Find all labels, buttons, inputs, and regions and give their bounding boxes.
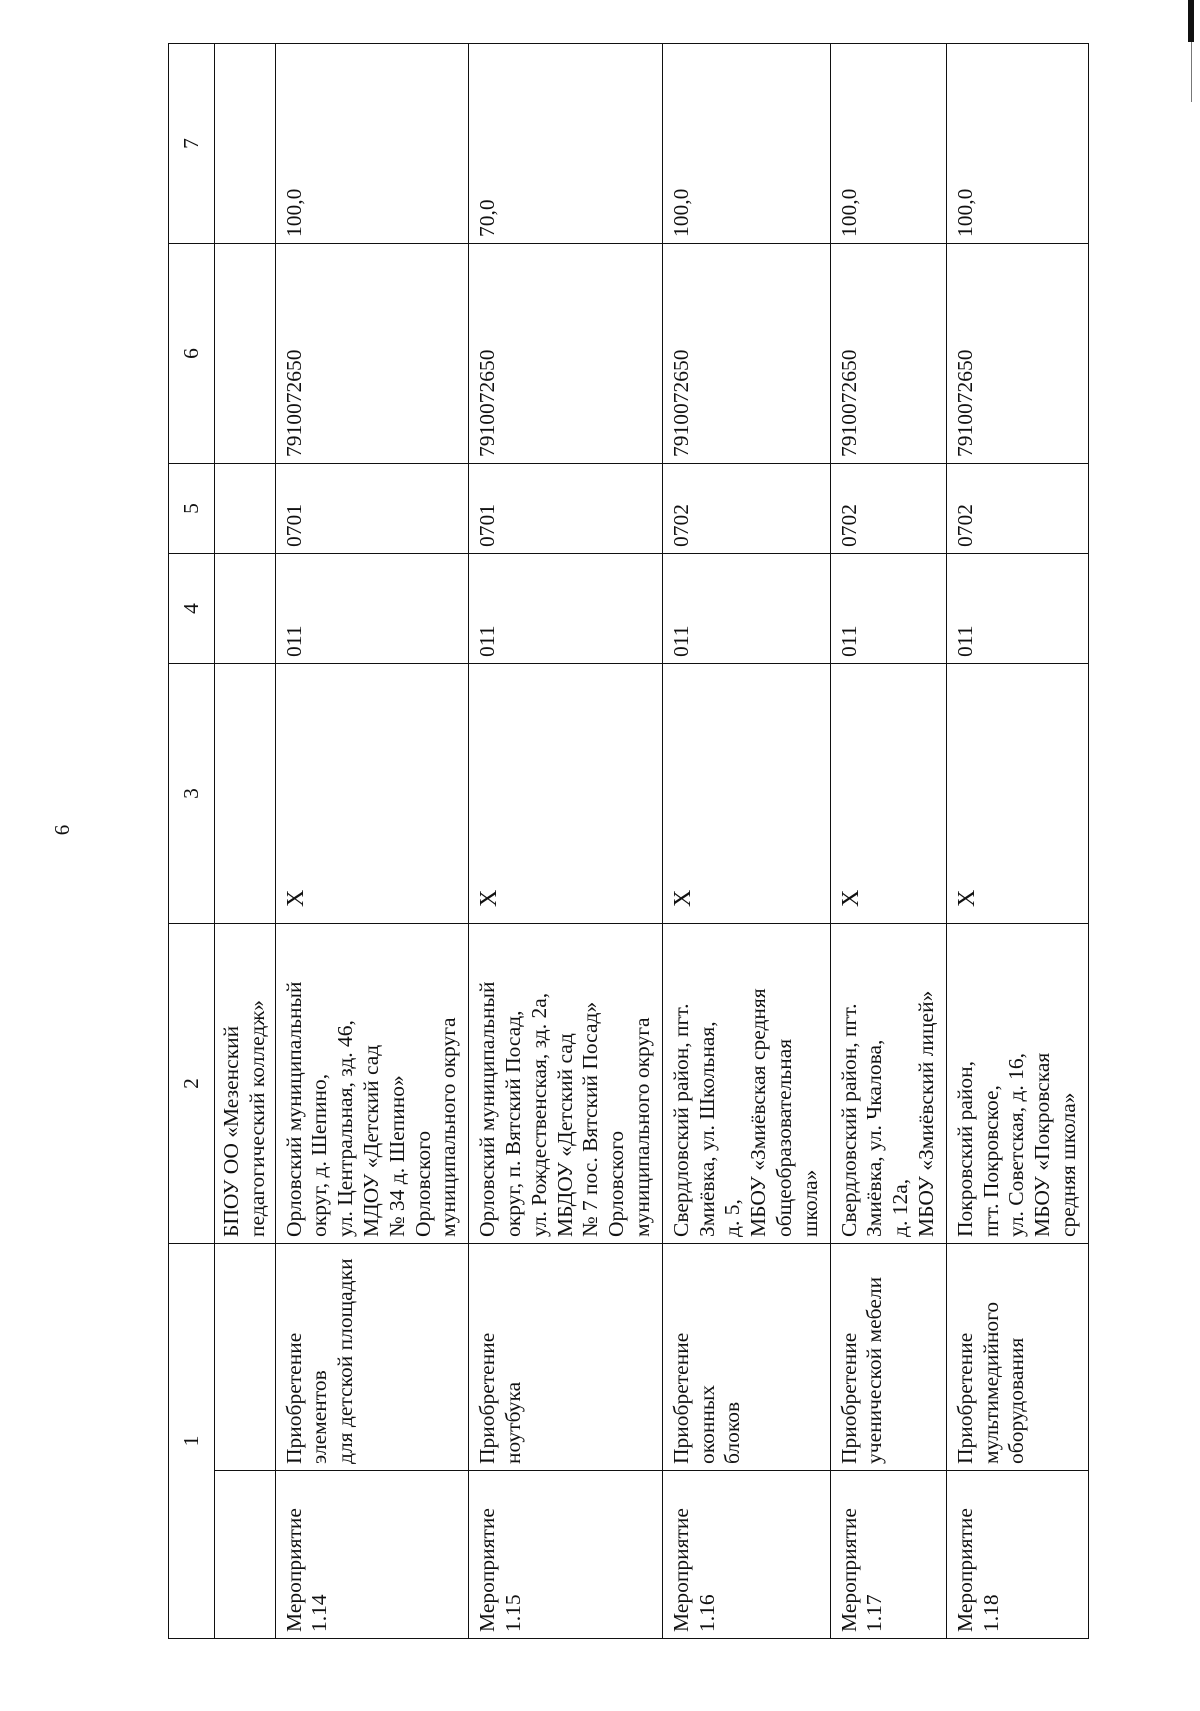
cell-col-3: Х (946, 664, 1088, 924)
cell-col-4: 011 (662, 554, 830, 664)
recipient-address: Орловский муниципальный округ, п. Вятский Посад, ул. Рождественская, зд. 2а, МБДОУ «Детский сад № 7 пос. Вятский Посад» Орловского муниципального округа (469, 924, 663, 1244)
cell-empty (215, 464, 276, 554)
scan-edge-mark (1188, 0, 1194, 42)
cell-empty (215, 664, 276, 924)
continuation-recipient: БПОУ ОО «Мезенский педагогический колледж» (215, 924, 276, 1244)
cell-col-4: 011 (275, 554, 469, 664)
measure-name: Приобретение ноутбука (469, 1244, 663, 1471)
measure-number: Мероприятие 1.18 (946, 1471, 1088, 1639)
table-row-1-17 (830, 44, 946, 1639)
cell-col-5: 0702 (830, 464, 946, 554)
cell-col-7: 100,0 (946, 44, 1088, 244)
cell-col-7: 100,0 (662, 44, 830, 244)
cell-col-5: 0701 (469, 464, 663, 554)
cell-col-7: 100,0 (275, 44, 469, 244)
table-row-1-15 (469, 44, 663, 1639)
cell-empty (215, 554, 276, 664)
column-header-5: 5 (169, 464, 215, 554)
cell-col-5: 0702 (946, 464, 1088, 554)
column-header-1: 1 (169, 1244, 215, 1639)
column-header-2: 2 (169, 924, 215, 1244)
recipient-address: Покровский район, пгт. Покровское, ул. Советская, д. 16, МБОУ «Покровская средняя школа» (946, 924, 1088, 1244)
table-row-1-16 (662, 44, 830, 1639)
measure-name: Приобретение мультимедийного оборудования (946, 1244, 1088, 1471)
cell-col-6: 7910072650 (662, 244, 830, 464)
cell-col-5: 0701 (275, 464, 469, 554)
cell-col-4: 011 (946, 554, 1088, 664)
rotated-table-wrapper (168, 44, 1080, 1639)
budget-measures-table (168, 43, 1089, 1639)
cell-col-5: 0702 (662, 464, 830, 554)
cell-col-6: 7910072650 (275, 244, 469, 464)
cell-col-3: Х (275, 664, 469, 924)
cell-col-3: Х (469, 664, 663, 924)
cell-empty (215, 1471, 276, 1639)
measure-name: Приобретение ученической мебели (830, 1244, 946, 1471)
recipient-address: Свердловский район, пгт. Змиёвка, ул. Школьная, д. 5, МБОУ «Змиёвская средняя общеобразовательная школа» (662, 924, 830, 1244)
measure-name: Приобретение элементов для детской площадки (275, 1244, 469, 1471)
recipient-address: Орловский муниципальный округ, д. Шепино, ул. Центральная, зд. 46, МДОУ «Детский сад № 34 д. Шепино» Орловского муниципального округа (275, 924, 469, 1244)
cell-empty (215, 44, 276, 244)
measure-name: Приобретение оконных блоков (662, 1244, 830, 1471)
column-header-4: 4 (169, 554, 215, 664)
measure-number: Мероприятие 1.15 (469, 1471, 663, 1639)
column-header-6: 6 (169, 244, 215, 464)
continuation-row (215, 44, 276, 1639)
measure-number: Мероприятие 1.17 (830, 1471, 946, 1639)
cell-col-6: 7910072650 (830, 244, 946, 464)
measure-number: Мероприятие 1.14 (275, 1471, 469, 1639)
page-number: 6 (50, 824, 74, 836)
column-number-row (169, 44, 215, 1639)
cell-col-7: 100,0 (830, 44, 946, 244)
cell-col-3: Х (662, 664, 830, 924)
cell-col-6: 7910072650 (946, 244, 1088, 464)
column-header-3: 3 (169, 664, 215, 924)
cell-empty (215, 244, 276, 464)
measure-number: Мероприятие 1.16 (662, 1471, 830, 1639)
scan-edge-line (1191, 42, 1192, 102)
cell-col-4: 011 (830, 554, 946, 664)
table-row-1-14 (275, 44, 469, 1639)
cell-col-7: 70,0 (469, 44, 663, 244)
cell-col-4: 011 (469, 554, 663, 664)
column-header-7: 7 (169, 44, 215, 244)
recipient-address: Свердловский район, пгт. Змиёвка, ул. Чкалова, д. 12а, МБОУ «Змиёвский лицей» (830, 924, 946, 1244)
table-row-1-18 (946, 44, 1088, 1639)
cell-empty (215, 1244, 276, 1471)
cell-col-3: Х (830, 664, 946, 924)
cell-col-6: 7910072650 (469, 244, 663, 464)
